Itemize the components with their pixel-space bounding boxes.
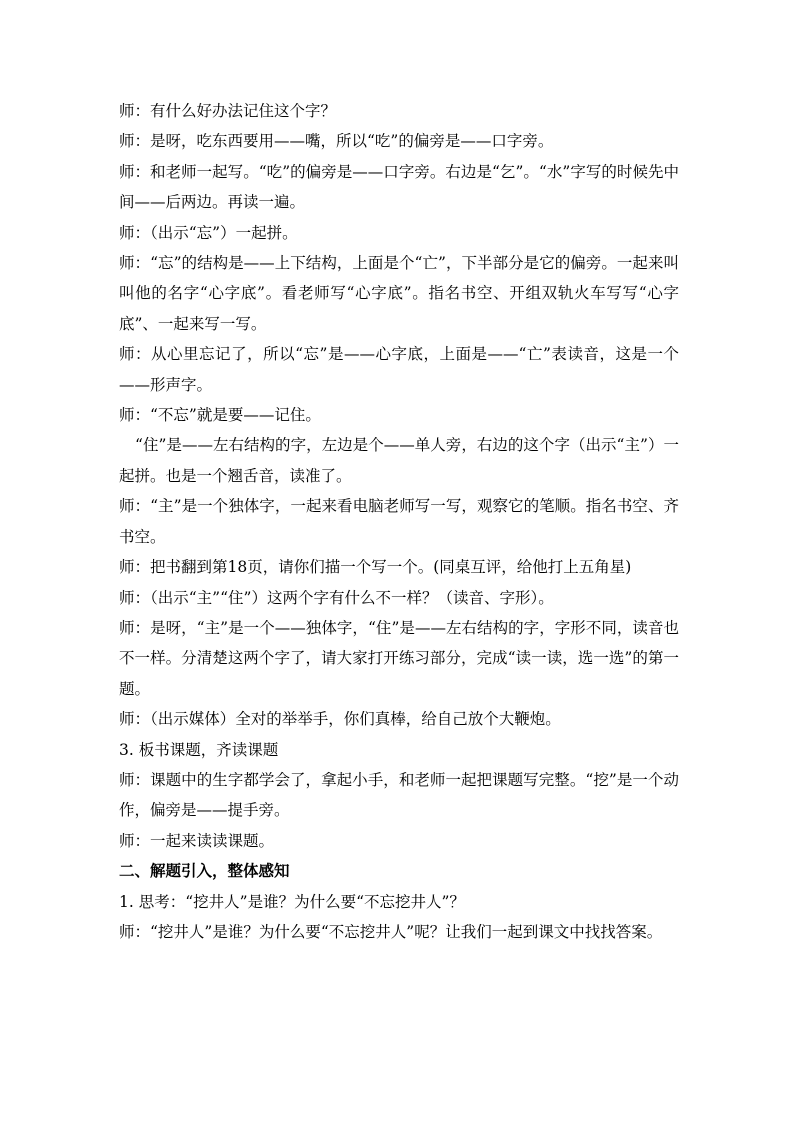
paragraph: 师：“不忘”就是要——记住。 (119, 406, 321, 425)
paragraph: 师：“挖井人”是谁？为什么要“不忘挖井人”呢？让我们一起到课文中找找答案。 (119, 922, 663, 941)
paragraph: 师：（出示“主”“住”）这两个字有什么不一样？（读音、字形）。 (119, 588, 554, 607)
paragraph: 师：“忘”的结构是——上下结构，上面是个“亡”，下半部分是它的偏旁。一起来叫叫他的名字“心字底”。看老师写“心字底”。指名书空、开组双轨火车写写“心字底”、一起来写一写。 (119, 254, 679, 333)
paragraph: 师：一起来读读课题。 (119, 831, 275, 850)
paragraph: 师：（出示“忘”）一起拼。 (119, 223, 298, 242)
paragraph: 师：是呀，吃东西要用——嘴，所以“吃”的偏旁是——口字旁。 (119, 132, 554, 151)
paragraph: 师：课题中的生字都学会了，拿起小手，和老师一起把课题写完整。“挖”是一个动作，偏旁是——提手旁。 (119, 770, 679, 820)
question-item: 1. 思考：“挖井人”是谁？为什么要“不忘挖井人”？ (119, 892, 465, 911)
section-subheading: 3. 板书课题，齐读课题 (119, 740, 279, 759)
paragraph: 师：“主”是一个独体字，一起来看电脑老师写一写，观察它的笔顺。指名书空、齐书空。 (119, 497, 679, 546)
section-heading: 二、解题引入，整体感知 (119, 861, 290, 881)
paragraph: 师：是呀，“主”是一个——独体字，“住”是——左右结构的字，字形不同，读音也不一样。分清楚这两个字了，请大家打开练习部分，完成“读一读，选一选”的第一题。 (119, 618, 679, 698)
paragraph: 师：从心里忘记了，所以“忘”是——心字底，上面是——“亡”表读音，这是一个——形声字。 (119, 345, 679, 394)
paragraph: 师：把书翻到第18页，请你们描一个写一个。(同桌互评，给他打上五角星) (119, 558, 632, 577)
paragraph: “住”是——左右结构的字，左边是个——单人旁，右边的这个字（出示“主”）一起拼。也是一个翘舌音，读准了。 (119, 436, 679, 485)
document-page (119, 96, 679, 947)
paragraph: 师：和老师一起写。“吃”的偏旁是——口字旁。右边是“乞”。“水”字写的时候先中间——后两边。再读一遍。 (119, 162, 679, 212)
paragraph: 师：有什么好办法记住这个字？ (119, 102, 337, 120)
paragraph: 师：（出示媒体）全对的举举手，你们真棒，给自己放个大鞭炮。 (119, 710, 561, 729)
